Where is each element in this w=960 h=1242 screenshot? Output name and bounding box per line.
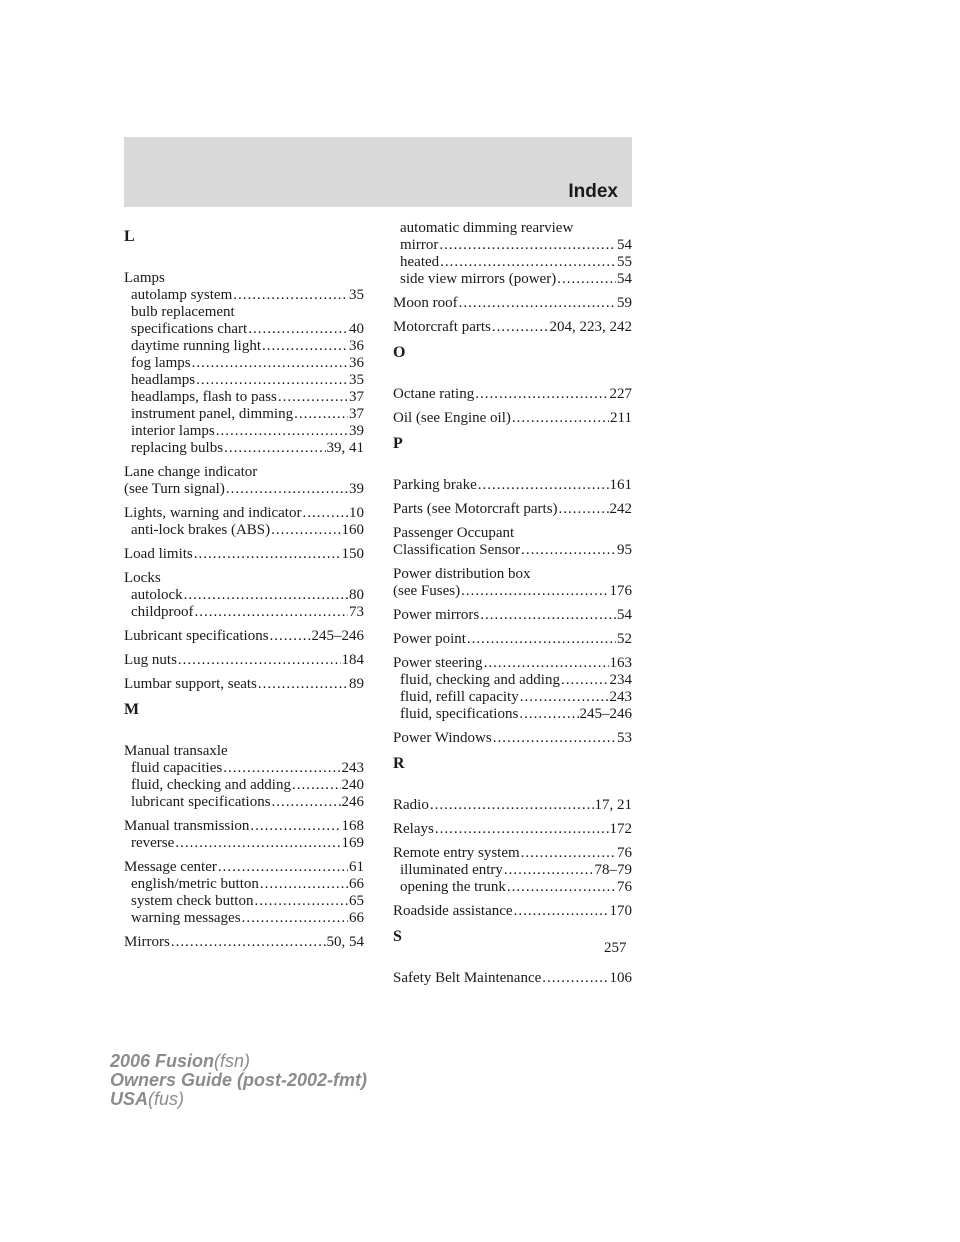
page-ref: 243 — [609, 689, 632, 705]
index-entry-parts: Parts (see Motorcraft parts) ..... 242 — [393, 501, 632, 518]
page-ref: 78–79 — [594, 862, 632, 878]
index-subentry: daytime running light ..... 36 — [124, 338, 364, 355]
section-header — [124, 137, 632, 207]
page-ref: 89 — [349, 676, 364, 692]
page-ref: 246 — [341, 794, 364, 810]
index-entry-mirrors-continued: automatic dimming rearview mirror ..... 54 heated ..... 55 side view mirrors (power) ..... 54 — [393, 220, 632, 288]
index-letter-heading: L — [124, 228, 135, 245]
index-entry-lights: Lights, warning and indicator ..... 10 anti-lock brakes (ABS) ..... 160 — [124, 505, 364, 539]
index-entry-message-center: Message center ..... 61 english/metric button ..... 66 system check button ..... 65 warning messages ..... 66 — [124, 859, 364, 927]
page-ref: 227 — [609, 386, 632, 402]
page-ref: 169 — [341, 835, 364, 851]
page-ref: 76 — [617, 845, 632, 861]
index-entry-oil: Oil (see Engine oil) ..... 211 — [393, 410, 632, 427]
page-ref: 59 — [617, 295, 632, 311]
footer-market: USA — [110, 1089, 149, 1109]
page-ref: 52 — [617, 631, 632, 647]
index-entry-lumbar: Lumbar support, seats ..... 89 — [124, 676, 364, 693]
page-ref: 172 — [609, 821, 632, 837]
footer-guide: Owners Guide (post-2002-fmt) — [110, 1070, 368, 1090]
index-letter-heading: S — [393, 928, 402, 945]
footer-model: 2006 Fusion — [110, 1051, 215, 1071]
index-column-right — [393, 220, 632, 994]
index-entry-moon-roof: Moon roof ..... 59 — [393, 295, 632, 312]
page-ref: 39 — [349, 481, 364, 497]
index-entry-power-windows: Power Windows ..... 53 — [393, 730, 632, 747]
index-entry-radio: Radio ..... 17, 21 — [393, 797, 632, 814]
index-entry-relays: Relays ..... 172 — [393, 821, 632, 838]
page-ref: 234 — [609, 672, 632, 688]
page-ref: 36 — [349, 355, 364, 371]
index-entry-remote-entry: Remote entry system ..... 76 illuminated entry ..... 78–79 opening the trunk ..... 76 — [393, 845, 632, 896]
page-ref: 242 — [609, 501, 632, 517]
index-subentry: autolamp system ..... 35 — [124, 287, 364, 304]
page-ref: 76 — [617, 879, 632, 895]
index-entry-mirrors: Mirrors ..... 50, 54 — [124, 934, 364, 951]
page-ref: 160 — [341, 522, 364, 538]
footer-model-code: (fsn) — [214, 1051, 251, 1071]
page-ref: 168 — [341, 818, 364, 834]
page-ref: 106 — [609, 970, 632, 986]
page-ref: 54 — [617, 271, 632, 287]
page-ref: 95 — [617, 542, 632, 558]
page-ref: 65 — [349, 893, 364, 909]
index-letter-heading: R — [393, 755, 405, 772]
page-ref: 204, 223, 242 — [549, 319, 632, 335]
page-ref: 66 — [349, 876, 364, 892]
page-ref: 35 — [349, 287, 364, 303]
index-subentry: instrument panel, dimming ..... 37 — [124, 406, 364, 423]
index-subentry: specifications chart ..... 40 — [124, 321, 364, 338]
index-subentry: headlamps, flash to pass ..... 37 — [124, 389, 364, 406]
page-ref: 245–246 — [311, 628, 364, 644]
page-ref: 10 — [349, 505, 364, 521]
page-ref: 37 — [349, 389, 364, 405]
index-entry-manual-transaxle: Manual transaxle fluid capacities ..... 243 fluid, checking and adding ..... 240 lubricant specifications ..... 246 — [124, 743, 364, 811]
index-entry-power-mirrors: Power mirrors ..... 54 — [393, 607, 632, 624]
page-ref: 37 — [349, 406, 364, 422]
index-entry-power-distribution: Power distribution box (see Fuses) ..... 176 — [393, 566, 632, 600]
index-subentry: replacing bulbs ..... 39, 41 — [124, 440, 364, 457]
index-entry-motorcraft: Motorcraft parts ..... 204, 223, 242 — [393, 319, 632, 336]
document-footer — [110, 1052, 367, 1109]
page-number: 257 — [604, 940, 627, 956]
section-title: Index — [568, 181, 618, 202]
index-subentry: headlamps ..... 35 — [124, 372, 364, 389]
page-ref: 240 — [341, 777, 364, 793]
index-entry-lug-nuts: Lug nuts ..... 184 — [124, 652, 364, 669]
page-ref: 163 — [609, 655, 632, 671]
index-entry-power-point: Power point ..... 52 — [393, 631, 632, 648]
index-entry-safety-belt: Safety Belt Maintenance ..... 106 — [393, 970, 632, 987]
page-ref: 17, 21 — [594, 797, 632, 813]
footer-market-code: (fus) — [148, 1089, 185, 1109]
index-entry-parking-brake: Parking brake ..... 161 — [393, 477, 632, 494]
page-ref: 245–246 — [579, 706, 632, 722]
index-subentry: interior lamps ..... 39 — [124, 423, 364, 440]
index-letter-heading: M — [124, 701, 140, 718]
index-entry-locks: Locks autolock ..... 80 childproof ..... 73 — [124, 570, 364, 621]
page-ref: 161 — [609, 477, 632, 493]
page-ref: 150 — [341, 546, 364, 562]
index-entry-power-steering: Power steering ..... 163 fluid, checking and adding ..... 234 fluid, refill capacity ..... 243 fluid, specifications ..... 245–246 — [393, 655, 632, 723]
page-ref: 53 — [617, 730, 632, 746]
page-ref: 54 — [617, 607, 632, 623]
page-ref: 39, 41 — [326, 440, 364, 456]
page-ref: 66 — [349, 910, 364, 926]
page-ref: 54 — [617, 237, 632, 253]
page-ref: 170 — [609, 903, 632, 919]
index-subentry: fog lamps ..... 36 — [124, 355, 364, 372]
index-entry-lamps: Lamps autolamp system ..... 35 bulb replacement specifications chart ..... 40 daytime running light ..... 36 fog lamps ..... 36 headlamps ..... 35 headlamps, flash to pass ..... 37 instrument panel, dimming ..... 37 interior lamps ..... 39 replacing bulbs ..... 39, 41 — [124, 270, 364, 457]
page-ref: 50, 54 — [326, 934, 364, 950]
index-entry-passenger-occupant: Passenger Occupant Classification Sensor ..... 95 — [393, 525, 632, 559]
page-ref: 39 — [349, 423, 364, 439]
page-ref: 36 — [349, 338, 364, 354]
index-entry-lane-change: Lane change indicator (see Turn signal) ..... 39 — [124, 464, 364, 498]
page-ref: 35 — [349, 372, 364, 388]
page-ref: 243 — [341, 760, 364, 776]
index-letter-heading: O — [393, 344, 406, 361]
index-letter-heading: P — [393, 435, 403, 452]
page-ref: 61 — [349, 859, 364, 875]
page-ref: 55 — [617, 254, 632, 270]
index-entry-load-limits: Load limits ..... 150 — [124, 546, 364, 563]
page-ref: 211 — [610, 410, 632, 426]
index-entry-roadside: Roadside assistance ..... 170 — [393, 903, 632, 920]
page-ref: 40 — [349, 321, 364, 337]
page-ref: 73 — [349, 604, 364, 620]
page-ref: 176 — [609, 583, 632, 599]
index-column-left — [124, 220, 364, 958]
page-ref: 80 — [349, 587, 364, 603]
index-entry-manual-transmission: Manual transmission ..... 168 reverse ..... 169 — [124, 818, 364, 852]
page-ref: 184 — [341, 652, 364, 668]
index-entry-lubricant: Lubricant specifications ..... 245–246 — [124, 628, 364, 645]
index-entry-octane: Octane rating ..... 227 — [393, 386, 632, 403]
entry-heading: Lamps — [124, 270, 165, 286]
